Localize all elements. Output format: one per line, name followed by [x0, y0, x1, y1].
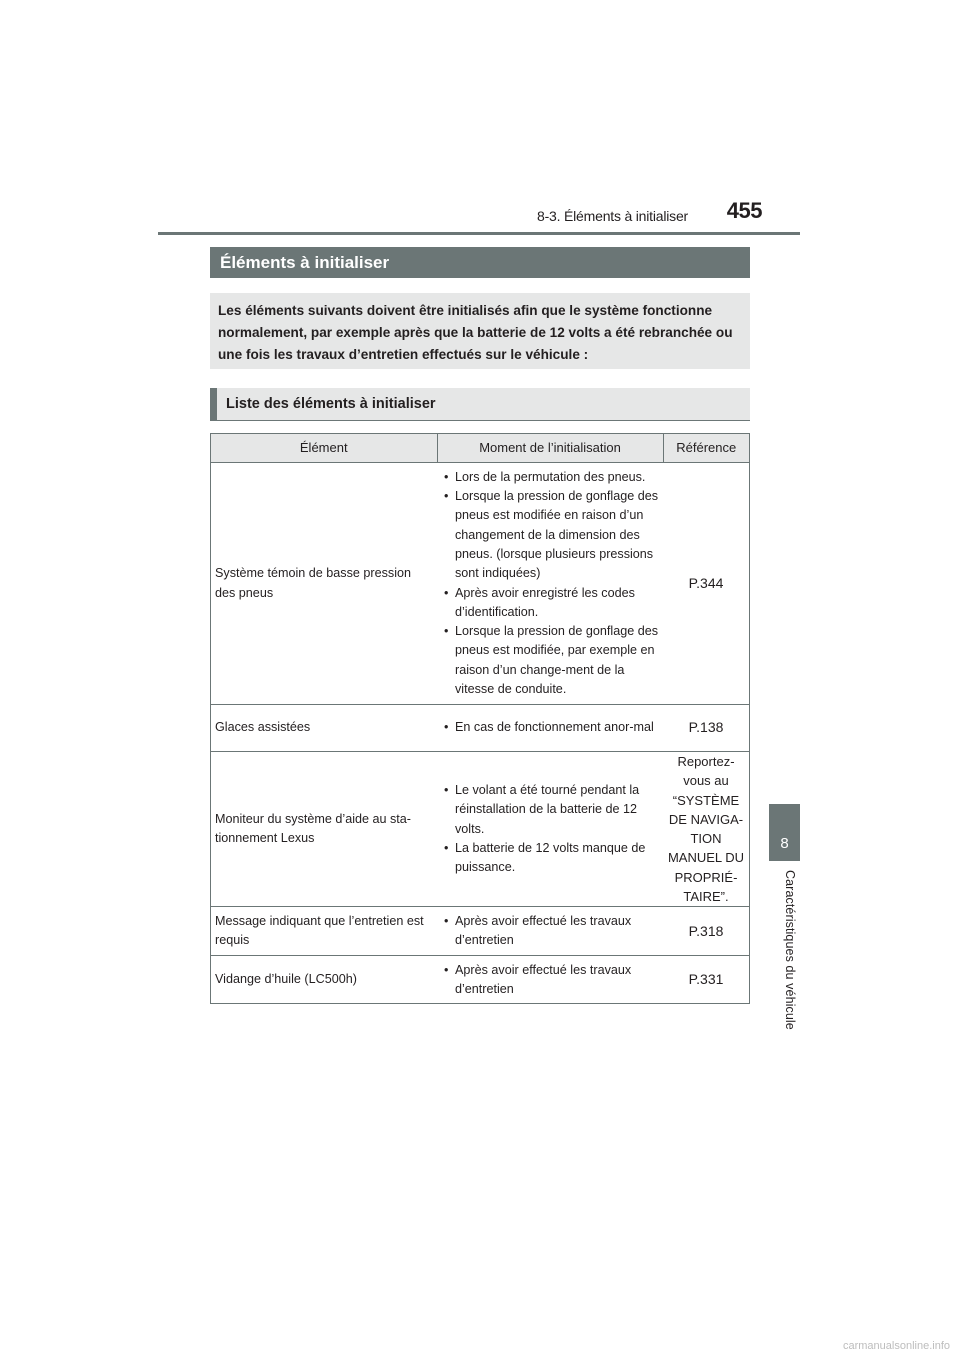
col-header-item: Élément	[211, 434, 438, 463]
list-item: • Lorsque la pression de gonflage des pneus est modifiée en raison d’un changement de la dimension des pneus. (lorsque plusieurs pressions sont indiquées)	[441, 487, 659, 583]
list-item: • Lorsque la pression de gonflage des pneus est modifiée, par exemple en raison d’un change-ment de la vitesse de conduite.	[441, 622, 659, 699]
page-number: 455	[726, 198, 762, 223]
cell-item: Vidange d’huile (LC500h)	[211, 956, 438, 1004]
cell-item: Glaces assistées	[211, 705, 438, 752]
cell-moment	[437, 907, 663, 956]
cell-ref: P.331	[663, 956, 750, 1004]
list-item: • En cas de fonctionnement anor-mal	[441, 718, 659, 737]
cell-item: Message indiquant que l’entretien est requis	[211, 907, 438, 956]
cell-ref: P.344	[663, 463, 750, 705]
cell-moment	[437, 956, 663, 1004]
table-row	[211, 956, 750, 1004]
page-title: Éléments à initialiser	[210, 247, 750, 278]
list-item: • La batterie de 12 volts manque de puissance.	[441, 839, 659, 878]
intro-text: Les éléments suivants doivent être initialisés afin que le système fonctionne normalement, par exemple après que la batterie de 12 volts a été rebranchée ou une fois les travaux d’entretien effectués sur le véhicule :	[210, 293, 750, 369]
cell-ref: Reportez-vous au “SYSTÈME DE NAVIGA-TION MANUEL DU PROPRIÉ-TAIRE”.	[663, 752, 750, 907]
cell-moment	[437, 705, 663, 752]
chapter-number: 8	[780, 835, 789, 852]
list-item: • Après avoir effectué les travaux d’entretien	[441, 912, 659, 951]
list-item: • Le volant a été tourné pendant la réinstallation de la batterie de 12 volts.	[441, 781, 659, 839]
chapter-label: Caractéristiques du véhicule	[783, 870, 797, 1030]
cell-ref: P.318	[663, 907, 750, 956]
table-row	[211, 752, 750, 907]
watermark: carmanualsonline.info	[842, 1340, 950, 1352]
list-item: • Après avoir effectué les travaux d’entretien	[441, 961, 659, 1000]
table-row	[211, 463, 750, 705]
cell-moment	[437, 463, 663, 705]
section-subtitle: Liste des éléments à initialiser	[210, 388, 750, 421]
cell-moment	[437, 752, 663, 907]
list-item: • Lors de la permutation des pneus.	[441, 468, 659, 487]
initialization-table	[210, 433, 750, 1004]
cell-item: Système témoin de basse pression des pneus	[211, 463, 438, 705]
chapter-tab	[769, 804, 800, 861]
col-header-ref: Référence	[663, 434, 750, 463]
cell-ref: P.138	[663, 705, 750, 752]
header-rule	[158, 232, 800, 235]
cell-item: Moniteur du système d’aide au sta-tionnement Lexus	[211, 752, 438, 907]
col-header-moment: Moment de l’initialisation	[437, 434, 663, 463]
table-header-row	[211, 434, 750, 463]
section-header: 8-3. Éléments à initialiser	[537, 208, 688, 224]
table-row	[211, 705, 750, 752]
list-item: • Après avoir enregistré les codes d’identification.	[441, 584, 659, 623]
table-row	[211, 907, 750, 956]
